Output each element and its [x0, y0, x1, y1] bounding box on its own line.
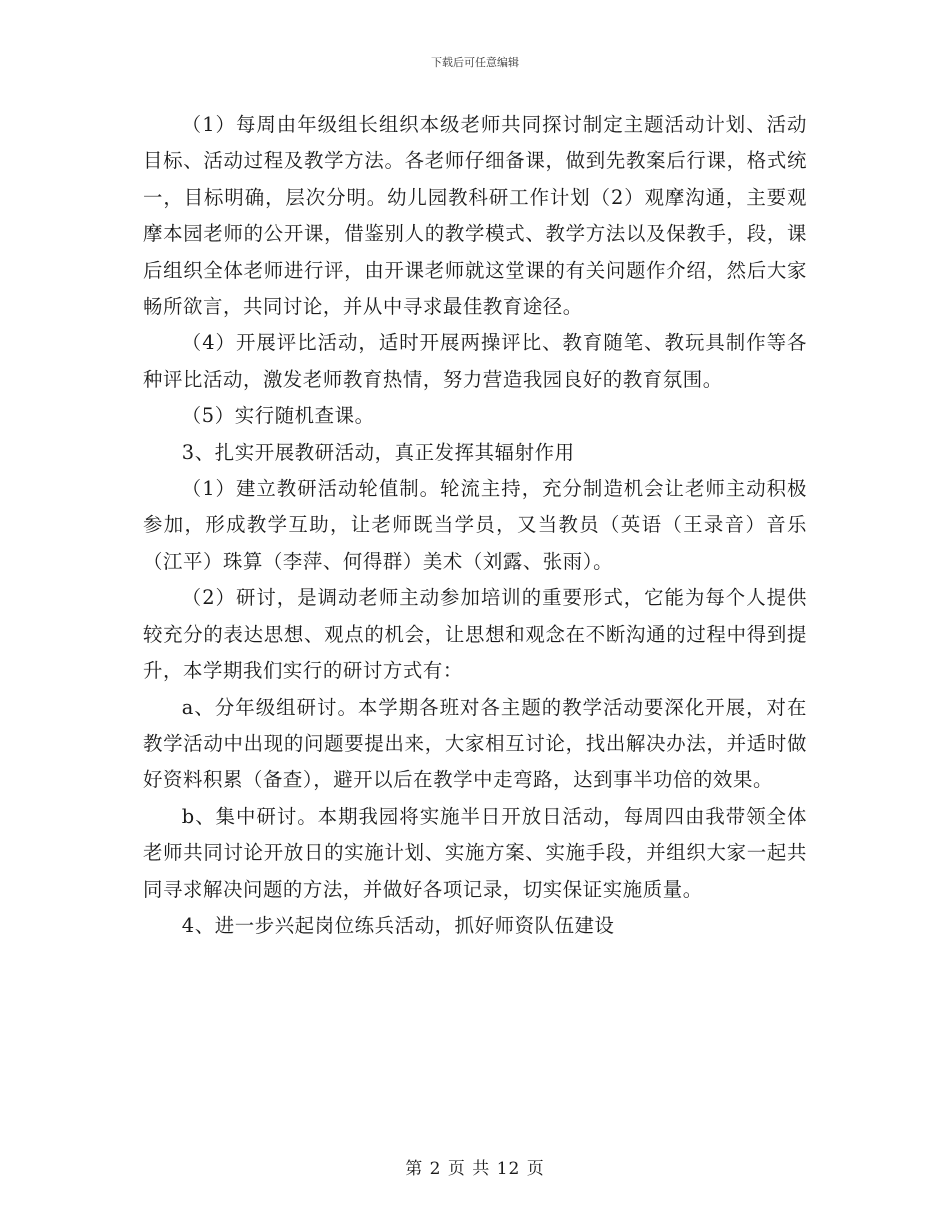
paragraph-5: （1）建立教研活动轮值制。轮流主持，充分制造机会让老师主动积极参加，形成教学互助，让老师既当学员，又当教员（英语（王录音）音乐（江平）珠算（李萍、何得群）美术（刘露、张雨）。 — [143, 477, 807, 573]
section-heading-3: 3、扎实开展教研活动，真正发挥其辐射作用 — [181, 440, 575, 464]
paragraph-2: （4）开展评比活动，适时开展两操评比、教育随笔、教玩具制作等各种评比活动，激发老师教育热情，努力营造我园良好的教育氛围。 — [143, 331, 807, 391]
page-header: 下载后可任意编辑 — [431, 56, 519, 69]
paragraph-3: （5）实行随机查课。 — [181, 404, 375, 428]
paragraph-1: （1）每周由年级组长组织本级老师共同探讨制定主题活动计划、活动目标、活动过程及教学方法。各老师仔细备课，做到先教案后行课，格式统一，目标明确，层次分明。幼儿园教科研工作计划（2）观摩沟通，主要观摩本园老师的公开课，借鉴别人的教学模式、教学方法以及保教手，段，课后组织全体老师进行评，由开课老师就这堂课的有关问题作介绍，然后大家畅所欲言，共同讨论，并从中寻求最佳教育途径。 — [143, 113, 807, 319]
document-body — [143, 107, 807, 944]
paragraph-8: b、集中研讨。本期我园将实施半日开放日活动，每周四由我带领全体老师共同讨论开放日的实施计划、实施方案、实施手段，并组织大家一起共同寻求解决问题的方法，并做好各项记录，切实保证实施质量。 — [143, 804, 807, 901]
paragraph-6: （2）研讨，是调动老师主动参加培训的重要形式，它能为每个人提供较充分的表达思想、观点的机会，让思想和观念在不断沟通的过程中得到提升，本学期我们实行的研讨方式有： — [143, 586, 807, 683]
section-heading-4: 4、进一步兴起岗位练兵活动，抓好师资队伍建设 — [181, 913, 615, 937]
page-number-footer: 第 2 页 共 12 页 — [405, 1159, 545, 1179]
paragraph-7: a、分年级组研讨。本学期各班对各主题的教学活动要深化开展，对在教学活动中出现的问题要提出来，大家相互讨论，找出解决办法，并适时做好资料积累（备查），避开以后在教学中走弯路，达到事半功倍的效果。 — [143, 695, 807, 792]
